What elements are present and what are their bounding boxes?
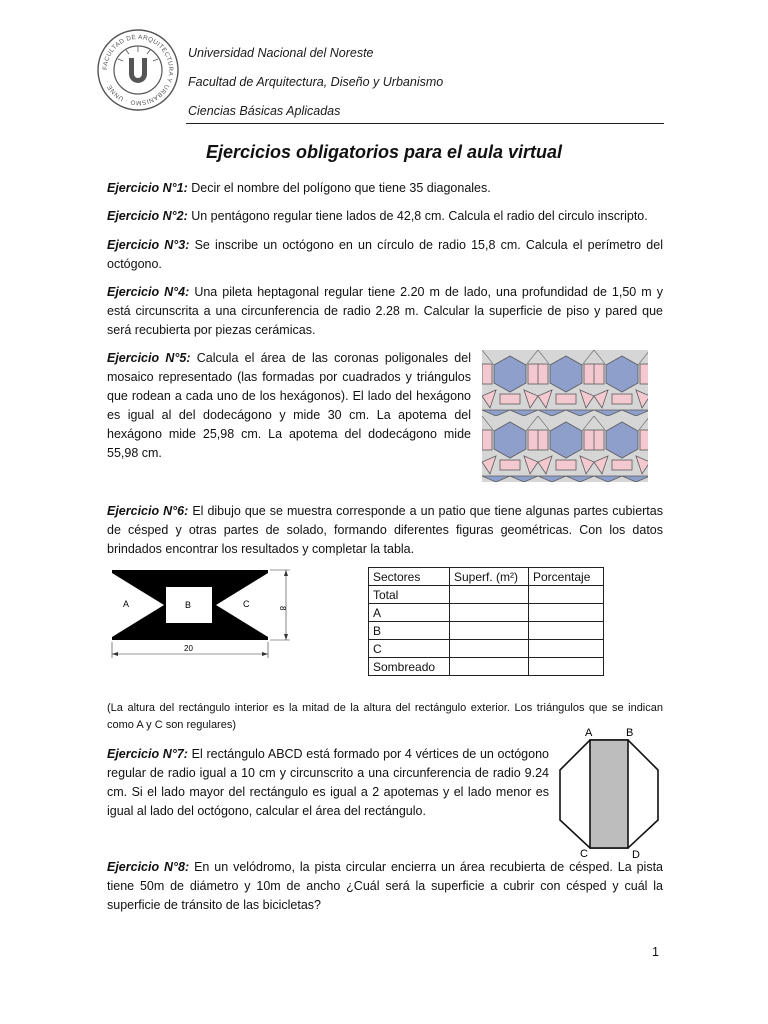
- table-row: [369, 604, 604, 622]
- table-cell-empty: [450, 640, 529, 658]
- table-cell-empty: [529, 640, 604, 658]
- exercise-5: [107, 349, 471, 463]
- patio-height-label: 8: [278, 606, 287, 611]
- exercise-3: [107, 236, 663, 274]
- exercise-text: En un velódromo, la pista circular encierra un área recubierta de césped. La pista tiene 50m de diámetro y 10m de ancho ¿Cuál será la superficie a cubrir con césped y cuál la superficie de tránsito de las bicicletas?: [107, 860, 663, 912]
- exercise-label: Ejercicio N°7:: [107, 747, 188, 761]
- exercise-2: [107, 207, 663, 226]
- table-header-row: [369, 568, 604, 586]
- table-header-cell: Sectores: [369, 568, 450, 586]
- table-cell-empty: [450, 622, 529, 640]
- university-name: Universidad Nacional del Noreste: [188, 46, 374, 60]
- table-cell-empty: [450, 586, 529, 604]
- exercise-text: Calcula el área de las coronas poligonales del mosaico representado (las formadas por cuadrados y triángulos que rodean a cada uno de los hexágonos). El lado del hexágono es igual al del dodecágono y mide 30 cm. La apotema del hexágono mide 25,98 cm. La apotema del dodecágono mide 55,98 cm.: [107, 351, 471, 460]
- table-cell: B: [369, 622, 450, 640]
- table-cell-empty: [450, 604, 529, 622]
- table-row: [369, 658, 604, 676]
- table-cell-empty: [529, 622, 604, 640]
- table-row: [369, 622, 604, 640]
- exercise-4: [107, 283, 663, 340]
- patio-width-label: 20: [184, 644, 193, 653]
- exercise-label: Ejercicio N°6:: [107, 504, 189, 518]
- octagon-vertex-c: C: [580, 848, 588, 860]
- exercise-text: El dibujo que se muestra corresponde a un patio que tiene algunas partes cubiertas de césped y otras partes de solado, formando diferentes figuras geométricas. Con los datos brindados encontrar los resultados y completar la tabla.: [107, 504, 663, 556]
- octagon-vertex-b: B: [626, 727, 634, 739]
- page-number: 1: [652, 945, 659, 959]
- table-row: [369, 586, 604, 604]
- octagon-vertex-a: A: [585, 727, 593, 739]
- table-cell: Total: [369, 586, 450, 604]
- table-row: [369, 640, 604, 658]
- table-cell-empty: [450, 658, 529, 676]
- department-name: Ciencias Básicas Aplicadas: [188, 104, 341, 118]
- university-seal: [96, 28, 180, 112]
- faculty-name: Facultad de Arquitectura, Diseño y Urbanismo: [188, 75, 444, 89]
- sectors-table: [368, 567, 604, 676]
- exercise-7: [107, 745, 549, 821]
- patio-diagram: [104, 566, 300, 662]
- patio-label-a: A: [123, 599, 130, 609]
- exercise-label: Ejercicio N°2:: [107, 209, 188, 223]
- exercise-label: Ejercicio N°3:: [107, 238, 190, 252]
- exercise-6-note: (La altura del rectángulo interior es la mitad de la altura del rectángulo exterior. Los triángulos que se indican como A y C son regulares): [107, 702, 663, 731]
- exercise-text: Se inscribe un octógono en un círculo de radio 15,8 cm. Calcula el perímetro del octógono.: [107, 238, 663, 271]
- exercise-text: Un pentágono regular tiene lados de 42,8 cm. Calcula el radio del circulo inscripto.: [191, 209, 648, 223]
- exercise-text: Una pileta heptagonal regular tiene 2.20 m de lado, una profundidad de 1,50 m y está circunscrita a una circunferencia de radio 2.28 m. Calcular la superficie de piso y pared que será recubierta por piezas cerámicas.: [107, 285, 663, 337]
- table-cell-empty: [529, 586, 604, 604]
- exercise-8: [107, 858, 663, 915]
- exercise-text: El rectángulo ABCD está formado por 4 vértices de un octógono regular de radio igual a 10 cm y circunscrito a una circunferencia de radio 9.24 cm. Si el lado mayor del rectángulo es igual a 2 apotemas y el lado menor es igual al lado del octógono, calcular el área del rectángulo.: [107, 747, 549, 818]
- table-cell-empty: [529, 604, 604, 622]
- exercise-1: [107, 179, 663, 198]
- mosaic-illustration: [482, 350, 648, 482]
- svg-text:FACULTAD DE ARQUITECTURA Y URB: FACULTAD DE ARQUITECTURA Y URBANISMO · UNNE ·: [101, 33, 175, 107]
- table-cell: Sombreado: [369, 658, 450, 676]
- table-cell: A: [369, 604, 450, 622]
- octagon-vertex-d: D: [632, 849, 640, 860]
- table-header-cell: Superf. (m²): [450, 568, 529, 586]
- table-cell: C: [369, 640, 450, 658]
- patio-label-b: B: [185, 600, 192, 610]
- patio-label-c: C: [243, 599, 250, 609]
- exercise-label: Ejercicio N°1:: [107, 181, 188, 195]
- table-cell-empty: [529, 658, 604, 676]
- exercise-text: Decir el nombre del polígono que tiene 35 diagonales.: [191, 181, 491, 195]
- octagon-diagram: [552, 724, 664, 860]
- table-header-cell: Porcentaje: [529, 568, 604, 586]
- exercise-label: Ejercicio N°4:: [107, 285, 190, 299]
- exercise-label: Ejercicio N°8:: [107, 860, 190, 874]
- exercise-label: Ejercicio N°5:: [107, 351, 191, 365]
- exercise-6: [107, 502, 663, 559]
- page-title: Ejercicios obligatorios para el aula virtual: [205, 142, 563, 162]
- header-rule: [186, 123, 664, 124]
